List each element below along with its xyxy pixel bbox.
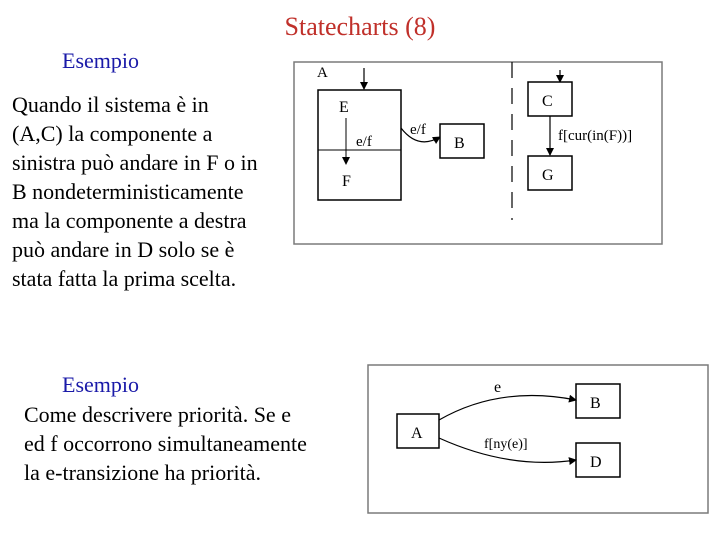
- state-g-label: G: [542, 167, 554, 184]
- state-c-label: C: [542, 93, 553, 110]
- state-e-label: E: [339, 99, 349, 116]
- state-a-label: A: [317, 65, 328, 81]
- state-b-label: B: [454, 135, 465, 152]
- transition-a-to-b: [439, 396, 576, 421]
- example1-line: può andare in D solo se è: [12, 237, 235, 262]
- example2-line: ed f occorrono simultaneamente: [24, 431, 307, 456]
- page-title: Statecharts (8): [284, 12, 436, 41]
- example1-line: (A,C) la componente a: [12, 121, 213, 146]
- example2-line: la e-transizione ha priorità.: [24, 460, 262, 485]
- state-f-label: F: [342, 173, 351, 190]
- example1-line: B nondeterministicamente: [12, 179, 244, 204]
- transition-ef-outer-label: e/f: [410, 122, 426, 138]
- state-a2-label: A: [411, 425, 423, 442]
- example2-line: Come descrivere priorità. Se e: [24, 402, 291, 427]
- state-d2-label: D: [590, 454, 602, 471]
- example1-line: sinistra può andare in F o in: [12, 150, 258, 175]
- example1-line: stata fatta la prima scelta.: [12, 266, 237, 291]
- example2-heading: Esempio: [62, 372, 139, 397]
- transition-guard2-label: f[ny(e)]: [484, 437, 528, 452]
- transition-e-label: e: [494, 379, 502, 396]
- example1-heading: Esempio: [62, 48, 139, 73]
- state-b2-label: B: [590, 395, 601, 412]
- example1-line: Quando il sistema è in: [12, 92, 209, 117]
- example1-line: ma la componente a destra: [12, 208, 247, 233]
- transition-ef-inner-label: e/f: [356, 134, 372, 150]
- transition-guard-label: f[cur(in(F))]: [558, 128, 633, 144]
